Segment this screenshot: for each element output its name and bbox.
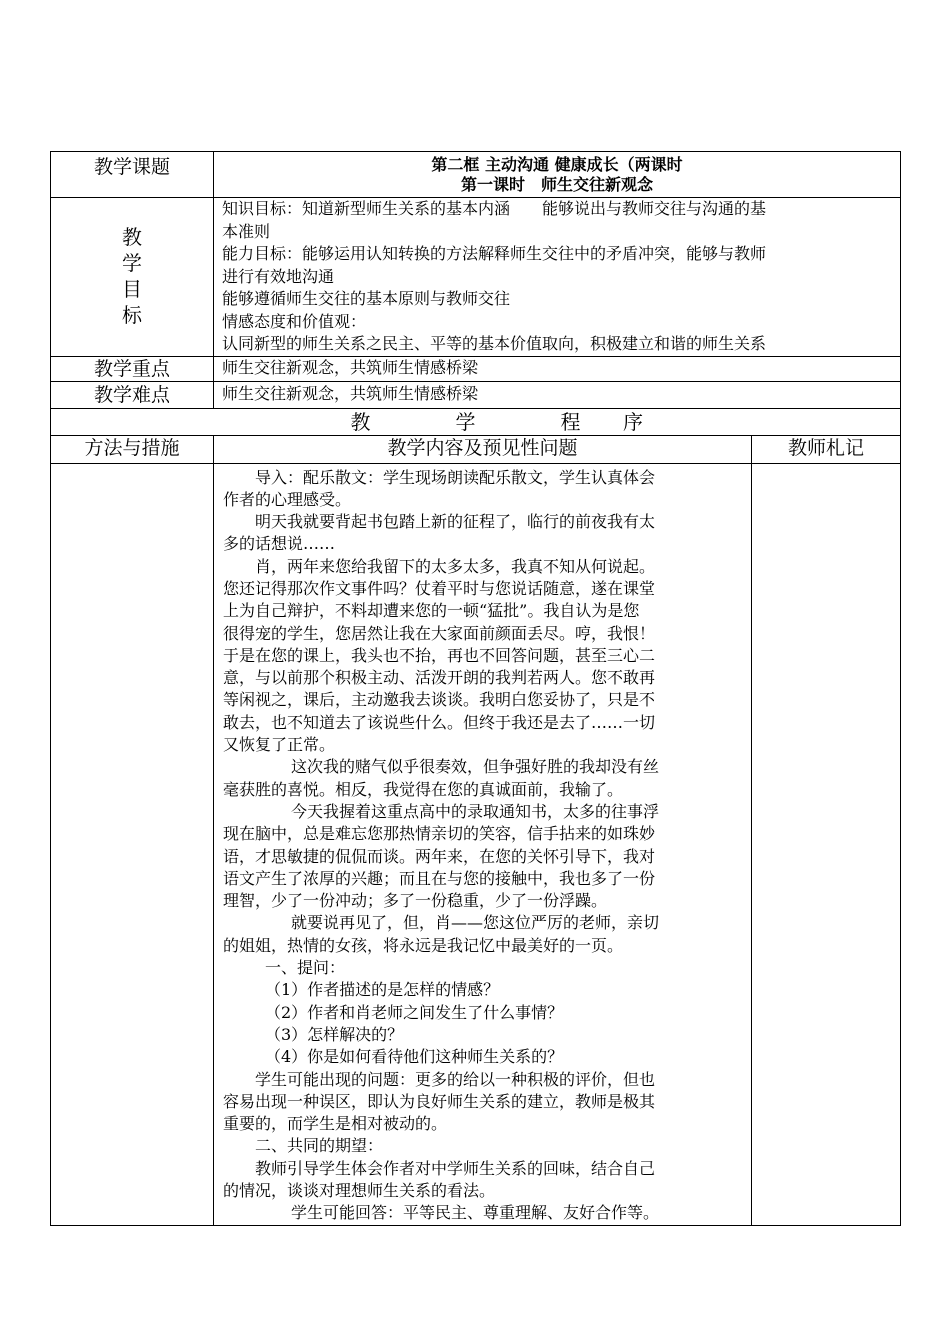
objectives-label-char: 教 [122, 225, 142, 249]
objectives-content [214, 198, 901, 357]
difficulty-text: 师生交往新观念，共筑师生情感桥梁 [214, 381, 901, 408]
content-line: 的姐姐，热情的女孩，将永远是我记忆中最美好的一页。 [223, 935, 624, 955]
content-line: 就要说再见了，但，肖——您这位严厉的老师，亲切 [291, 913, 660, 933]
course-label: 教学课题 [51, 152, 214, 198]
objective-line: 能力目标：能够运用认知转换的方法解释师生交往中的矛盾冲突，能够与教师 [222, 244, 767, 263]
content-line: 语文产生了浓厚的兴趣；而且在与您的接触中，我也多了一份 [223, 868, 656, 888]
difficulty-label: 教学难点 [51, 381, 214, 408]
content-line: 这次我的赌气似乎很奏效，但争强好胜的我却没有丝 [291, 757, 660, 777]
content-line: 敢去，也不知道去了该说些什么。但终于我还是去了……一切 [223, 712, 656, 732]
notes-header: 教师札记 [752, 435, 901, 463]
content-line: 今天我握着这重点高中的录取通知书，太多的往事浮 [291, 801, 660, 821]
content-line: 理智，少了一份冲动；多了一份稳重，少了一份浮躁。 [223, 891, 608, 911]
process-heading [51, 408, 901, 435]
difficulty-row [51, 381, 901, 408]
objectives-label [51, 198, 214, 357]
column-header-row [51, 435, 901, 463]
key-point-label: 教学重点 [51, 356, 214, 381]
key-point-row [51, 356, 901, 381]
process-char: 序 [623, 409, 643, 434]
content-line: 作者的心理感受。 [223, 489, 352, 509]
content-line: 一、提问： [265, 958, 346, 978]
content-line: 多的话想说…… [223, 534, 336, 554]
notes-column [752, 463, 901, 1225]
content-line: 意，与以前那个积极主动、活泼开朗的我判若两人。您不敢再 [223, 668, 656, 688]
process-char: 程 [560, 409, 581, 434]
content-line: 容易出现一种误区，即认为良好师生关系的建立，教师是极其 [223, 1091, 656, 1111]
process-row [51, 408, 901, 435]
objective-line: 认同新型的师生关系之民主、平等的基本价值取向，积极建立和谐的师生关系 [222, 334, 767, 353]
content-line: 重要的，而学生是相对被动的。 [223, 1114, 448, 1134]
methods-header: 方法与措施 [51, 435, 214, 463]
content-line: 又恢复了正常。 [223, 735, 336, 755]
content-line: 二、共同的期望： [255, 1136, 384, 1156]
content-line: 明天我就要背起书包踏上新的征程了，临行的前夜我有太 [255, 512, 656, 532]
title-line-1: 第二框 主动沟通 健康成长（两课时 [431, 155, 683, 174]
content-line: 语，才思敏捷的侃侃而谈。两年来，在您的关怀引导下，我对 [223, 846, 656, 866]
objective-line: 本准则 [222, 221, 271, 241]
content-line: 现在脑中，总是难忘您那热情亲切的笑容，信手拈来的如珠妙 [223, 824, 656, 844]
objective-line: 知识目标：知道新型师生关系的基本内涵 能够说出与教师交往与沟通的基 [222, 199, 767, 218]
content-line: 学生可能出现的问题：更多的给以一种积极的评价，但也 [255, 1069, 656, 1089]
course-row [51, 152, 901, 198]
process-char: 教 [350, 409, 371, 434]
objectives-row [51, 198, 901, 357]
course-title [214, 152, 901, 198]
content-column [214, 463, 752, 1225]
objective-line: 情感态度和价值观： [222, 311, 367, 331]
content-line: 您还记得那次作文事件吗？仗着平时与您说话随意，遂在课堂 [223, 578, 656, 598]
content-line: 毫获胜的喜悦。相反，我觉得在您的真诚面前，我输了。 [223, 779, 624, 799]
objectives-label-char: 学 [122, 251, 142, 275]
lesson-plan-table [50, 151, 901, 1226]
content-line: （3）怎样解决的？ [265, 1024, 404, 1044]
content-line: 导入：配乐散文：学生现场朗读配乐散文，学生认真体会 [255, 467, 656, 487]
content-line: （2）作者和肖老师之间发生了什么事情？ [265, 1002, 564, 1022]
content-line: 教师引导学生体会作者对中学师生关系的回味，结合自己 [255, 1158, 656, 1178]
objective-line: 能够遵循师生交往的基本原则与教师交往 [222, 289, 511, 308]
content-header: 教学内容及预见性问题 [214, 435, 752, 463]
methods-column [51, 463, 214, 1225]
key-point-text: 师生交往新观念，共筑师生情感桥梁 [214, 356, 901, 381]
content-line: （4）你是如何看待他们这种师生关系的？ [265, 1047, 564, 1067]
content-line: 学生可能回答：平等民主、尊重理解、友好合作等。 [291, 1203, 660, 1223]
content-line: （1）作者描述的是怎样的情感？ [265, 980, 500, 1000]
objectives-label-char: 目 [122, 277, 142, 301]
content-line: 等闲视之，课后，主动邀我去谈谈。我明白您妥协了，只是不 [223, 690, 656, 710]
body-row [51, 463, 901, 1225]
content-line: 于是在您的课上，我头也不抬，再也不回答问题，甚至三心二 [223, 645, 656, 665]
content-line: 的情况，谈谈对理想师生关系的看法。 [223, 1181, 496, 1200]
content-line: 上为自己辩护，不料却遭来您的一顿“猛批”。我自认为是您 [223, 601, 640, 621]
content-line: 肖，两年来您给我留下的太多太多，我真不知从何说起。 [255, 556, 656, 576]
content-line: 很得宠的学生，您居然让我在大家面前颜面丢尽。哼，我恨！ [223, 623, 656, 643]
objectives-label-char: 标 [122, 303, 142, 327]
objective-line: 进行有效地沟通 [222, 266, 335, 286]
process-char: 学 [455, 409, 476, 434]
title-line-2: 第一课时 师生交往新观念 [460, 175, 653, 194]
